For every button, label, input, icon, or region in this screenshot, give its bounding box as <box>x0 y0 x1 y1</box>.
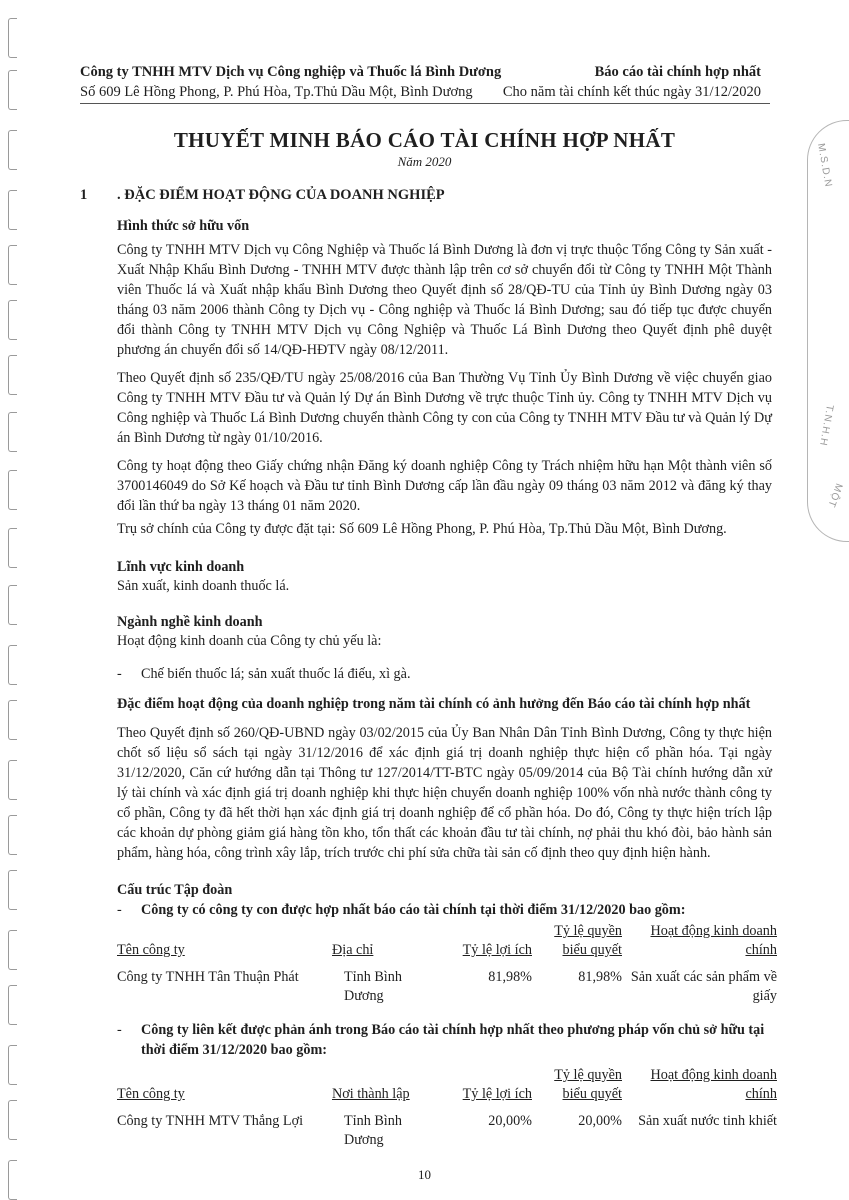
ownership-paragraph-4: Trụ sở chính của Công ty được đặt tại: Số 609 Lê Hồng Phong, P. Phú Hòa, Tp.Thủ Dầu Một, Bình Dương. <box>117 521 727 537</box>
header-report-name: Báo cáo tài chính hợp nhất <box>594 64 761 80</box>
stamp-text-middle: T.N.H.H <box>816 403 836 448</box>
associate-intro-text: Công ty liên kết được phản ánh trong Báo cáo tài chính hợp nhất theo phương pháp vốn chủ sở hữu tại thời điểm 31/12/2020 bao gồm: <box>141 1022 765 1058</box>
subsidiary-col-address: Địa chỉ <box>332 942 374 958</box>
business-lines-intro: Hoạt động kinh doanh của Công ty chủ yếu là: <box>117 633 382 649</box>
document-title: THUYẾT MINH BÁO CÁO TÀI CHÍNH HỢP NHẤT <box>173 128 676 152</box>
page-number: 10 <box>418 1167 431 1182</box>
characteristics-text: Theo Quyết định số 260/QĐ-UBND ngày 03/02/2015 của Ủy Ban Nhân Dân Tỉnh Bình Dương, Công ty thực hiện chốt số liệu sổ sách tại ngày 31/12/2016 để xác định giá trị doanh nghiệp thực hiện cổ phần hóa. Tại ngày 31/12/2020, Căn cứ hướng dẫn tại Thông tư 127/2014/TT-BTC ngày 05/09/2014 của Bộ Tài chính hướng dẫn xử lý tài chính và xác định giá trị doanh nghiệp khi thực hiện chuyển doanh nghiệp 100% vốn nhà nước thành công ty cổ phần, Công ty đã hết thời hạn xác định giá trị doanh nghiệp để cổ phần hóa. Do đó, Công ty thực hiện trích lập các khoản dự phòng giảm giá hàng tồn kho, tổn thất các khoản đầu tư tài chính, nợ phải thu khó đòi, bảo hành sản phẩm, hàng hóa, công trình xây lắp, trích trước chi phí sửa chữa tài sản cố định theo quy định hiện hành. <box>117 725 772 861</box>
section-title: . ĐẶC ĐIỂM HOẠT ĐỘNG CỦA DOANH NGHIỆP <box>117 187 445 203</box>
business-lines-heading: Ngành nghề kinh doanh <box>117 614 263 630</box>
subsidiary-intro: - Công ty có công ty con được hợp nhất báo cáo tài chính tại thời điểm 31/12/2020 bao gồm: <box>117 902 686 918</box>
table-row <box>117 960 777 1006</box>
field-text: Sản xuất, kinh doanh thuốc lá. <box>117 578 290 594</box>
associate-col-voting: Tỷ lệ quyền biểu quyết <box>554 1067 622 1102</box>
table-row <box>117 1104 777 1150</box>
associate-name: Công ty TNHH MTV Thắng Lợi <box>117 1113 304 1129</box>
associate-col-name: Tên công ty <box>117 1086 185 1102</box>
header-divider <box>80 103 770 104</box>
ownership-paragraph-1: Công ty TNHH MTV Dịch vụ Công Nghiệp và Thuốc lá Bình Dương là đơn vị trực thuộc Tổng Công ty Sản xuất - Xuất Nhập Khẩu Bình Dương - TNHH MTV được thành lập trên cơ sở chuyển đổi từ Công ty TNHH Một Thành viên Thuốc lá và Xuất nhập khẩu Bình Dương theo Quyết định số 28/QĐ-TU của Tỉnh ủy Bình Dương ngày 03 tháng 03 năm 2006 thành Công ty Dịch vụ - Công nghiệp và Thuốc lá Bình Dương; sau đó tiếp tục được chuyển đổi thành Công ty TNHH MTV Dịch vụ Công Nghiệp và Thuốc Lá Bình Dương theo Quyết định phê duyệt phương án chuyển đổi số 14/QĐ-HĐTV ngày 08/12/2011. <box>117 242 772 358</box>
stamp-text-bottom: MỘT <box>824 481 844 510</box>
subsidiary-col-activity: Hoạt động kinh doanh chính <box>650 923 777 958</box>
ownership-paragraph-2: Theo Quyết định số 235/QĐ/TU ngày 25/08/2016 của Ban Thường Vụ Tỉnh Ủy Bình Dương về việc chuyển giao Công ty TNHH MTV Đầu tư và Quản lý Dự án Bình Dương về trực thuộc Tỉnh ủy. Công ty TNHH MTV Dịch vụ Công nghiệp và Thuốc Lá Bình Dương chuyển thành Công ty con của Công ty TNHH MTV Đầu tư và Quản lý Dự án Bình Dương từ ngày 01/10/2016. <box>117 370 772 446</box>
structure-heading: Cấu trúc Tập đoàn <box>117 882 233 898</box>
associate-col-interest: Tỷ lệ lợi ích <box>462 1086 532 1102</box>
subsidiary-col-name: Tên công ty <box>117 942 185 958</box>
subsidiary-address: Tỉnh Bình Dương <box>344 969 402 1004</box>
associate-activity: Sản xuất nước tinh khiết <box>638 1113 777 1129</box>
header-company-address: Số 609 Lê Hồng Phong, P. Phú Hòa, Tp.Thủ Dầu Một, Bình Dương <box>80 84 473 100</box>
header-left <box>80 62 501 102</box>
business-line-item: - Chế biến thuốc lá; sản xuất thuốc lá điếu, xì gà. <box>117 666 411 682</box>
header-right <box>503 62 761 102</box>
ownership-paragraph-3: Công ty hoạt động theo Giấy chứng nhận Đăng ký doanh nghiệp Công ty Trách nhiệm hữu hạn Một thành viên số 3700146049 do Sở Kế hoạch và Đầu tư tỉnh Bình Dương cấp lần đầu ngày 09 tháng 03 năm 2012 và đăng ký thay đổi lần thứ ba ngày 13 tháng 01 năm 2020. <box>117 458 772 514</box>
subsidiary-col-interest: Tỷ lệ lợi ích <box>462 942 532 958</box>
characteristics-heading: Đặc điểm hoạt động của doanh nghiệp trong năm tài chính có ảnh hưởng đến Báo cáo tài chính hợp nhất <box>117 696 751 712</box>
associate-place: Tỉnh Bình Dương <box>344 1113 402 1148</box>
subsidiary-name: Công ty TNHH Tân Thuận Phát <box>117 969 299 985</box>
associate-interest: 20,00% <box>488 1113 532 1129</box>
subsidiary-table <box>117 922 777 1006</box>
section-number: 1 <box>80 187 88 203</box>
subsidiary-activity: Sản xuất các sản phẩm về giấy <box>630 969 777 1004</box>
ownership-heading: Hình thức sở hữu vốn <box>117 218 250 234</box>
header-report-period: Cho năm tài chính kết thúc ngày 31/12/2020 <box>502 84 761 100</box>
associate-table <box>117 1066 777 1150</box>
subsidiary-intro-text: Công ty có công ty con được hợp nhất báo cáo tài chính tại thời điểm 31/12/2020 bao gồm: <box>141 902 686 918</box>
binder-holes <box>2 0 24 1200</box>
associate-col-place: Nơi thành lập <box>332 1086 410 1102</box>
document-year: Năm 2020 <box>397 154 452 169</box>
associate-intro: - Công ty liên kết được phản ánh trong Báo cáo tài chính hợp nhất theo phương pháp vốn chủ sở hữu tại thời điểm 31/12/2020 bao gồm: <box>117 1020 777 1060</box>
business-line-item-text: Chế biến thuốc lá; sản xuất thuốc lá điếu, xì gà. <box>141 666 411 682</box>
associate-voting: 20,00% <box>578 1113 622 1129</box>
stamp-text-top: M.S.D.N <box>815 142 834 189</box>
field-heading: Lĩnh vực kinh doanh <box>117 559 245 575</box>
subsidiary-voting: 81,98% <box>578 969 622 985</box>
associate-col-activity: Hoạt động kinh doanh chính <box>650 1067 777 1102</box>
header-company-name: Công ty TNHH MTV Dịch vụ Công nghiệp và Thuốc lá Bình Dương <box>80 64 502 80</box>
subsidiary-interest: 81,98% <box>488 969 532 985</box>
subsidiary-col-voting: Tỷ lệ quyền biểu quyết <box>554 923 622 958</box>
